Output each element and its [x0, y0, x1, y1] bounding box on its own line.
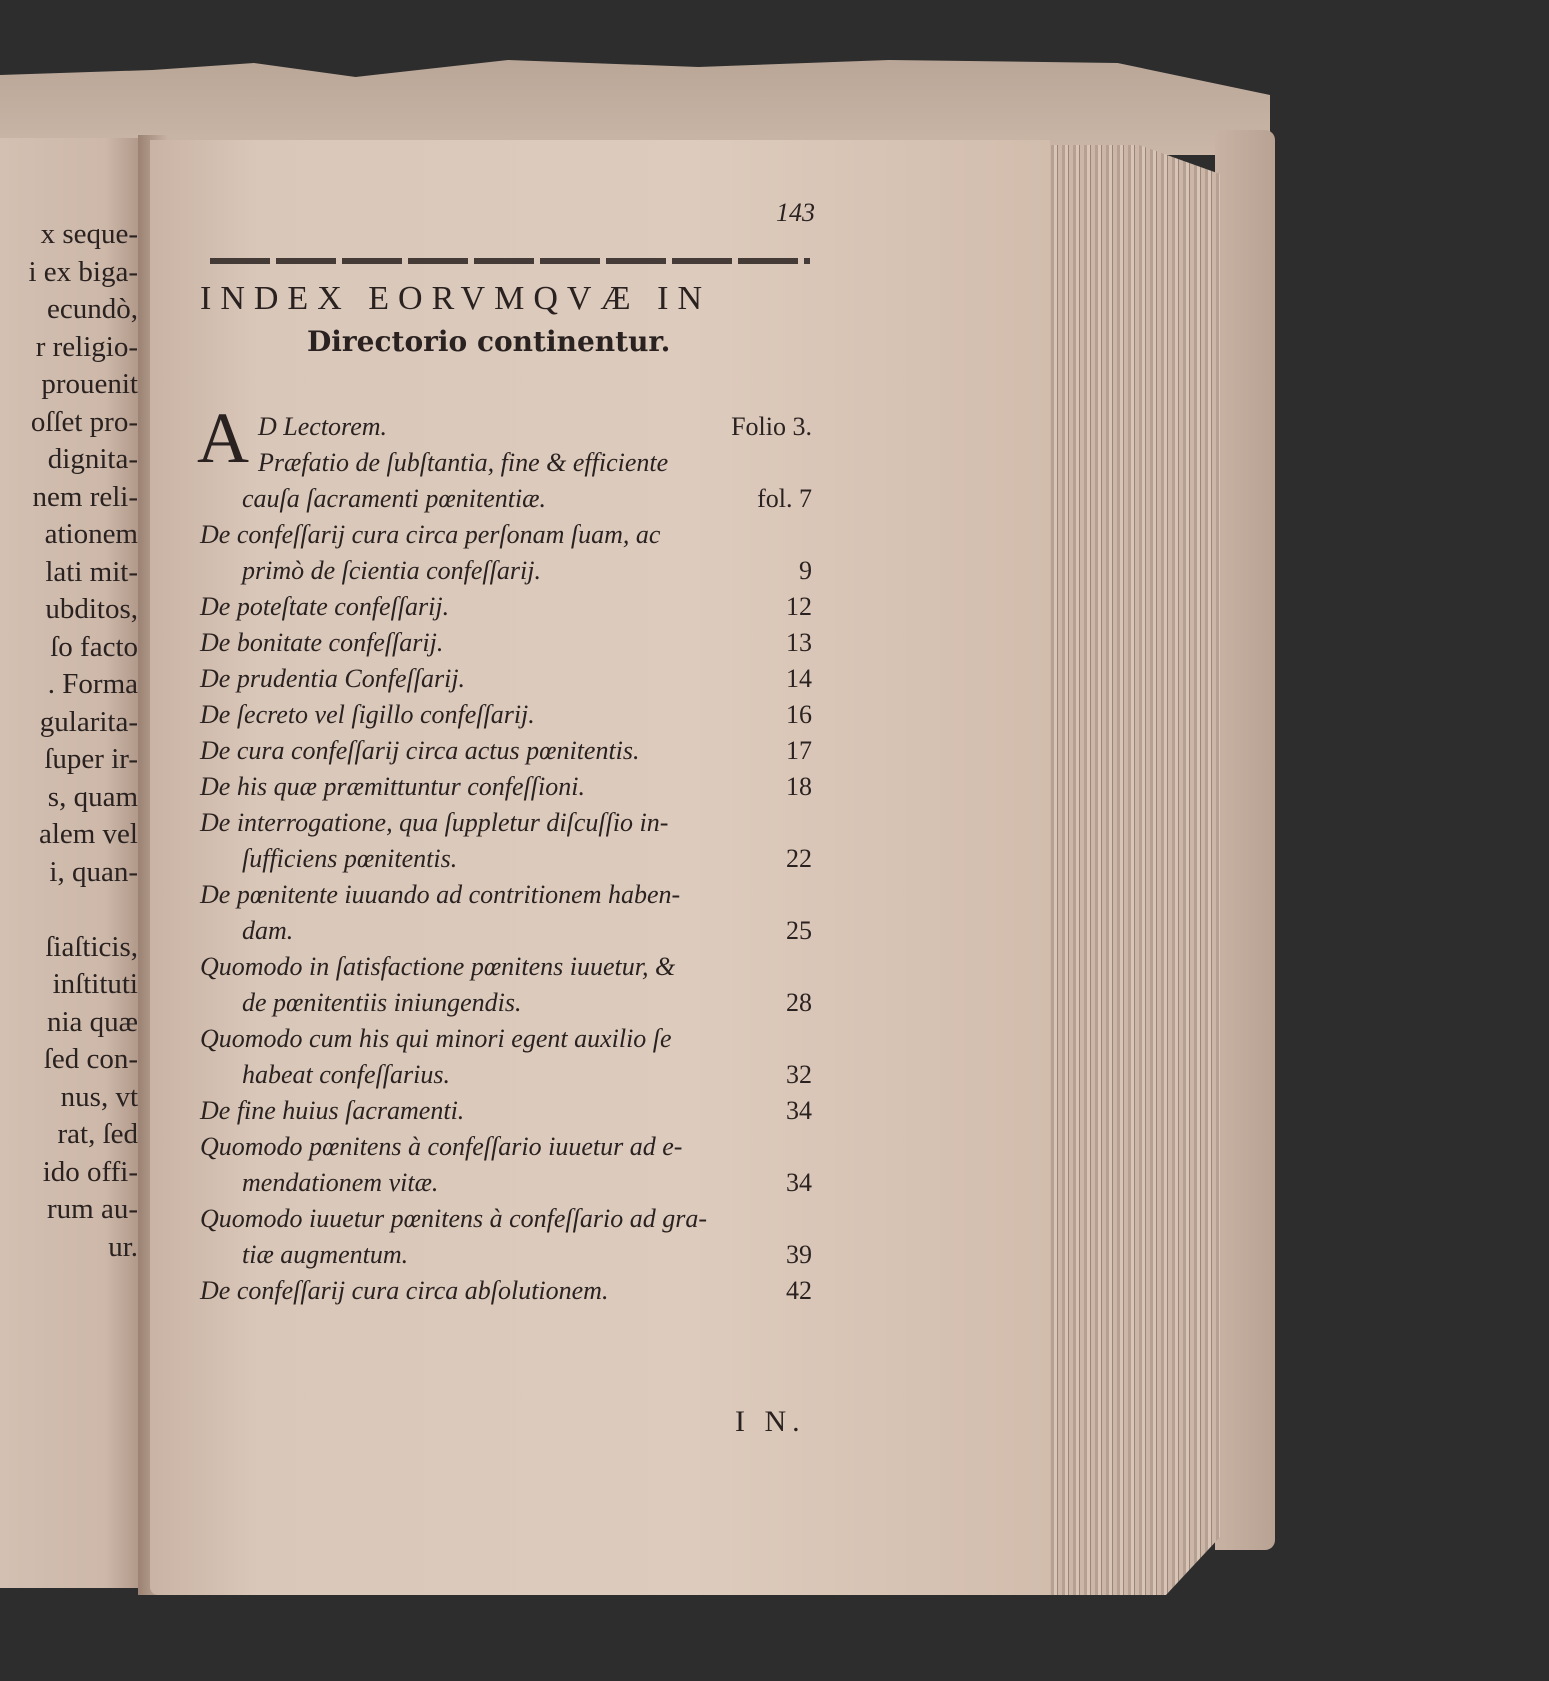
outer-page-edges: [1215, 130, 1275, 1550]
catchword: I N.: [735, 1405, 806, 1438]
index-title: INDEX EORVMQVÆ IN: [200, 280, 712, 317]
left-page-line: rum au-: [47, 1193, 138, 1225]
index-entry-line: [200, 446, 812, 482]
left-page-line: lati mit-: [45, 555, 138, 588]
index-entry-page: 32: [786, 1060, 812, 1089]
index-entry-page: 14: [786, 664, 812, 693]
index-entry-page: 28: [786, 988, 812, 1017]
index-entry-title: tiæ augmentum.: [242, 1240, 409, 1269]
index-entry-title: D Lectorem.: [258, 412, 388, 441]
index-entry-title: De pœnitente iuuando ad contritionem haben-: [200, 880, 681, 909]
left-page-line: ſuper ir-: [44, 743, 138, 775]
index-entry-page: 39: [786, 1240, 812, 1269]
left-page-line: rat, ſed: [57, 1118, 138, 1150]
index-entry-title: De confeſſarij cura circa perſonam ſuam, ac: [200, 520, 661, 549]
index-entry-line: [200, 914, 812, 950]
left-page-line: ecundò,: [47, 293, 138, 325]
index-entry-page: 13: [786, 628, 812, 657]
left-page-line: i, quan-: [49, 855, 138, 888]
index-entry-line: [200, 770, 812, 806]
index-entry-page: 12: [786, 592, 812, 621]
left-page-line: s, quam: [47, 780, 138, 813]
left-page-line: inſtituti: [52, 968, 138, 1000]
index-entry-title: De fine huius ſacramenti.: [200, 1096, 465, 1125]
index-entry-title: De bonitate confeſſarij.: [200, 628, 444, 657]
left-page-line: dignita-: [47, 443, 138, 475]
index-entry-line: [200, 1130, 812, 1166]
index-entry-page: 18: [786, 772, 812, 801]
index-entry-line: [200, 518, 812, 554]
header-rule: [210, 258, 810, 264]
left-page-line: nia quæ: [46, 1005, 138, 1038]
index-entry-title: De cura confeſſarij circa actus pœnitentis.: [200, 736, 640, 765]
index-entry-title: dam.: [242, 916, 294, 945]
index-entry-title: De his quæ præmittuntur confeſſioni.: [200, 772, 585, 801]
index-entry-title: Præfatio de ſubſtantia, fine & efficiente: [258, 448, 669, 477]
left-page-line: oſſet pro-: [30, 405, 138, 438]
index-entry-title: de pœnitentiis iniungendis.: [242, 988, 522, 1017]
index-entry-line: [200, 986, 812, 1022]
index-entry-page: 9: [799, 556, 812, 585]
index-entry-page: Folio 3.: [731, 412, 812, 441]
index-entry-line: [200, 842, 812, 878]
index-entry-title: De poteſtate confeſſarij.: [200, 592, 450, 621]
left-page: [0, 138, 150, 1588]
index-entry-title: Quomodo pœnitens à confeſſario iuuetur ad e-: [200, 1132, 683, 1161]
index-entry-title: cauſa ſacramenti pœnitentiæ.: [242, 484, 547, 513]
index-entry-page: 22: [786, 844, 812, 873]
index-entry-page: fol. 7: [757, 484, 812, 513]
index-entry-title: De ſecreto vel ſigillo confeſſarij.: [200, 700, 535, 729]
index-entry-title: habeat confeſſarius.: [242, 1060, 450, 1089]
index-entry-title: De prudentia Confeſſarij.: [200, 664, 466, 693]
index-entry-line: [200, 1094, 812, 1130]
left-page-line: ſo facto: [50, 630, 138, 663]
index-entry-title: mendationem vitæ.: [242, 1168, 439, 1197]
index-entry-line: [200, 590, 812, 626]
index-entry-line: [200, 1202, 812, 1238]
index-entry-page: 16: [786, 700, 812, 729]
index-entry-line: [200, 626, 812, 662]
index-entry-title: Quomodo iuuetur pœnitens à confeſſario ad gra-: [200, 1204, 707, 1233]
index-entry-title: primò de ſcientia confeſſarij.: [242, 556, 541, 585]
index-entry-line: [200, 482, 812, 518]
left-page-line: ationem: [44, 518, 138, 550]
index-entries: [197, 398, 812, 1310]
left-page-line: ſiaſticis,: [45, 930, 138, 963]
left-page-line: ſed con-: [43, 1043, 138, 1075]
index-entry-title: De interrogatione, qua ſuppletur diſcuſſio in-: [200, 808, 669, 837]
index-entry-title: De confeſſarij cura circa abſolutionem.: [200, 1276, 609, 1305]
index-entry-line: [200, 1274, 812, 1310]
index-entry-line: [200, 806, 812, 842]
left-page-line: r religio-: [35, 330, 138, 363]
index-entry-title: Quomodo in ſatisfactione pœnitens iuuetur, &: [200, 952, 676, 981]
left-page-line: ubditos,: [45, 593, 138, 625]
index-subtitle: Directorio continentur.: [307, 325, 671, 358]
index-entry-page: 34: [786, 1096, 812, 1125]
index-entry-page: 34: [786, 1168, 812, 1197]
left-page-line: ido offi-: [42, 1155, 138, 1188]
index-entry-line: [200, 950, 812, 986]
index-entry-page: 17: [786, 736, 812, 765]
index-entry-line: [200, 734, 812, 770]
index-entry-line: [200, 662, 812, 698]
left-page-line: gularita-: [39, 705, 138, 738]
index-entry-line: [200, 878, 812, 914]
page-number: 143: [776, 198, 815, 227]
left-page-line: alem vel: [38, 818, 138, 850]
left-page-line: x seque-: [40, 218, 138, 250]
left-page-line: nus, vt: [60, 1080, 138, 1113]
drop-cap: A: [197, 398, 249, 478]
left-page-line: i ex biga-: [28, 255, 138, 288]
index-entry-title: Quomodo cum his qui minori egent auxilio ſe: [200, 1024, 672, 1053]
left-page-line: . Forma: [47, 668, 138, 700]
stacked-page-edges: [1040, 145, 1220, 1595]
left-page-line: ur.: [108, 1230, 138, 1263]
index-entry-page: 25: [786, 916, 812, 945]
left-page-line: nem reli-: [32, 480, 138, 513]
index-entry-line: [200, 1022, 812, 1058]
left-page-line: prouenit: [41, 368, 138, 400]
index-entry-title: ſufficiens pœnitentis.: [242, 844, 458, 873]
index-entry-page: 42: [786, 1276, 812, 1305]
index-entry-line: [200, 554, 812, 590]
index-entry-line: [200, 698, 812, 734]
index-entry-line: [200, 1058, 812, 1094]
index-entry-line: [200, 1238, 812, 1274]
index-entry-line: [200, 1166, 812, 1202]
